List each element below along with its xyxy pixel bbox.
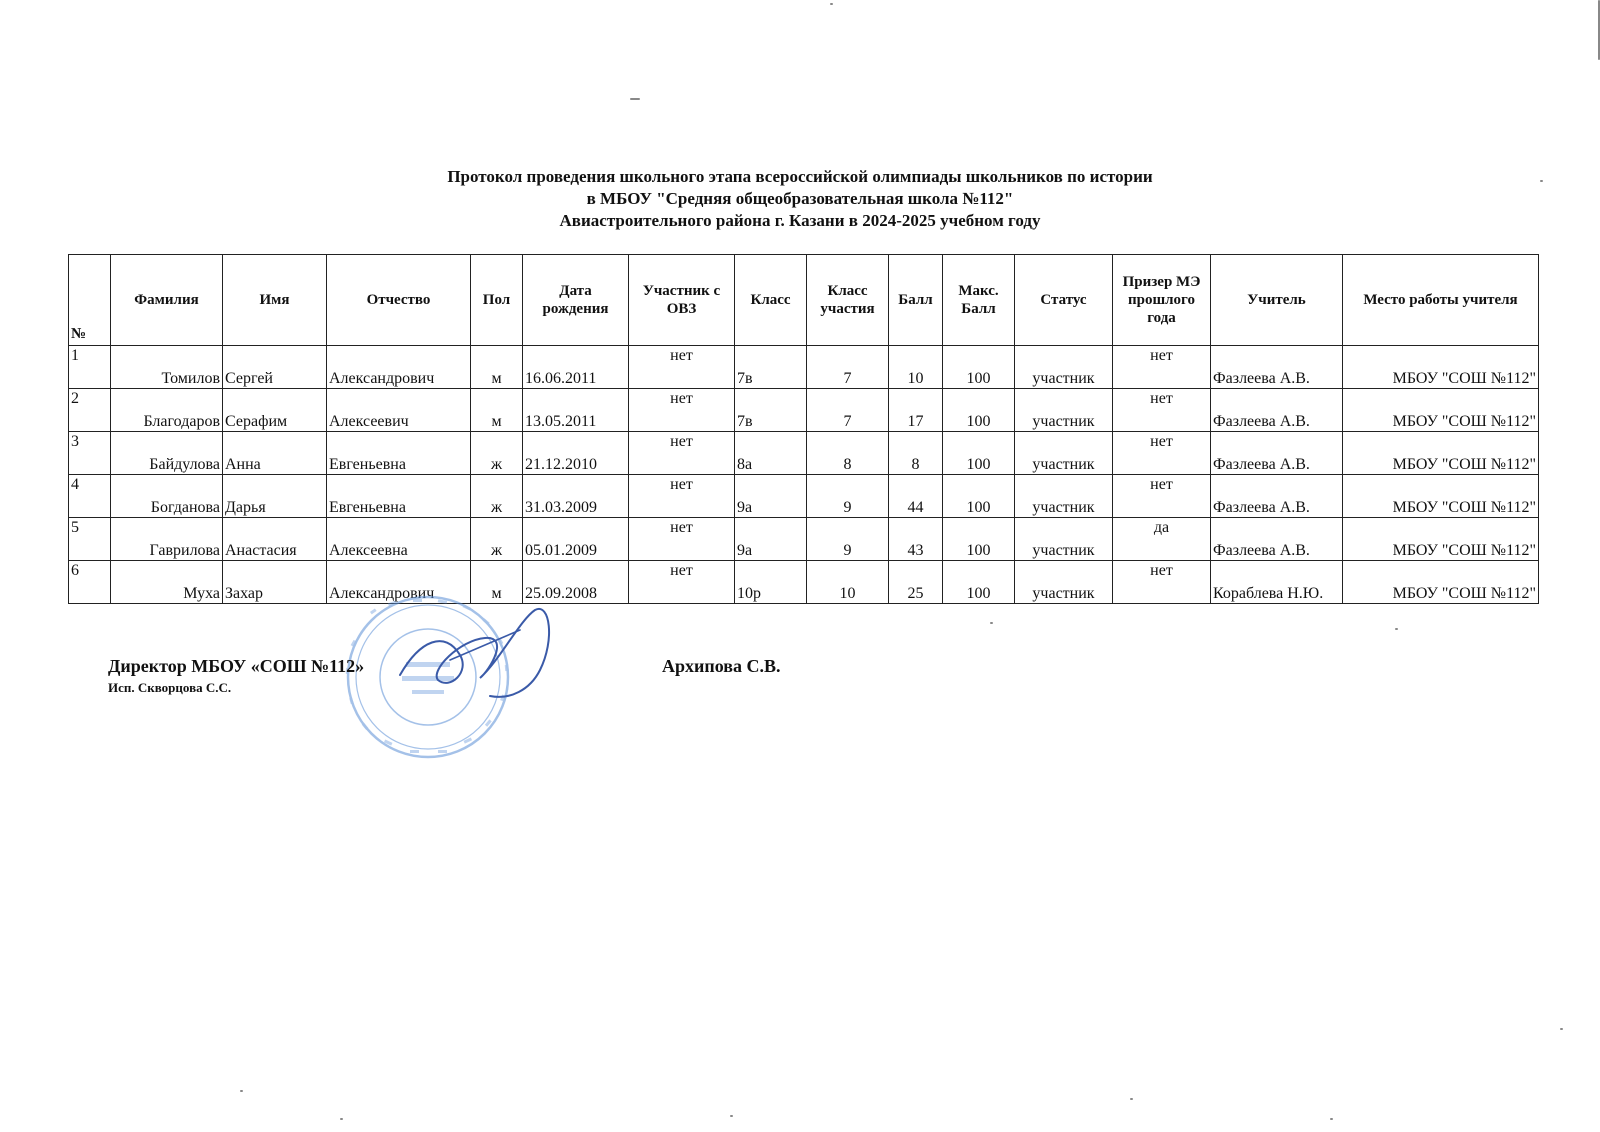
table-row (69, 432, 1539, 475)
cell-sex: ж (471, 432, 523, 475)
cell-prev-winner: нет (1113, 389, 1211, 432)
title-line-3: Авиастроительного района г. Казани в 2024-2025 учебном году (559, 211, 1041, 230)
cell-status: участник (1015, 346, 1113, 389)
cell-first-name: Сергей (223, 346, 327, 389)
cell-teacher-work: МБОУ "СОШ №112" (1343, 432, 1539, 475)
director-label: Директор МБОУ «СОШ №112» (108, 656, 365, 676)
cell-patronymic: Евгеньевна (327, 432, 471, 475)
cell-score: 8 (889, 432, 943, 475)
cell-grade-participation: 9 (807, 475, 889, 518)
cell-last-name: Гаврилова (111, 518, 223, 561)
cell-grade: 9а (735, 475, 807, 518)
cell-status: участник (1015, 561, 1113, 604)
scan-speck (1130, 1098, 1133, 1100)
participants-table (68, 254, 1539, 604)
cell-birth-date: 13.05.2011 (523, 389, 629, 432)
header-patronymic: Отчество (327, 255, 471, 346)
header-sex: Пол (471, 255, 523, 346)
cell-max-score: 100 (943, 389, 1015, 432)
cell-status: участник (1015, 475, 1113, 518)
scan-speck (990, 622, 993, 624)
cell-status: участник (1015, 432, 1113, 475)
cell-birth-date: 05.01.2009 (523, 518, 629, 561)
scan-speck (1540, 180, 1543, 182)
cell-sex: ж (471, 518, 523, 561)
cell-birth-date: 21.12.2010 (523, 432, 629, 475)
cell-patronymic: Алексеевна (327, 518, 471, 561)
cell-patronymic: Алексеевич (327, 389, 471, 432)
cell-last-name: Томилов (111, 346, 223, 389)
scan-speck (830, 3, 833, 5)
table-header-row (69, 255, 1539, 346)
scan-speck (1395, 628, 1398, 630)
cell-max-score: 100 (943, 518, 1015, 561)
cell-ovz: нет (629, 475, 735, 518)
header-teacher-work: Место работы учителя (1343, 255, 1539, 346)
cell-patronymic: Александрович (327, 346, 471, 389)
cell-ovz: нет (629, 518, 735, 561)
cell-prev-winner: нет (1113, 346, 1211, 389)
cell-sex: м (471, 389, 523, 432)
cell-teacher-work: МБОУ "СОШ №112" (1343, 389, 1539, 432)
header-max-score: Макс. Балл (943, 255, 1015, 346)
cell-last-name: Муха (111, 561, 223, 604)
cell-last-name: Благодаров (111, 389, 223, 432)
cell-teacher-work: МБОУ "СОШ №112" (1343, 346, 1539, 389)
cell-max-score: 100 (943, 346, 1015, 389)
cell-sex: ж (471, 475, 523, 518)
table-row (69, 389, 1539, 432)
cell-num: 2 (69, 389, 111, 432)
scan-speck (340, 1118, 343, 1120)
cell-first-name: Дарья (223, 475, 327, 518)
title-line-2: в МБОУ "Средняя общеобразовательная школа №112" (586, 189, 1014, 208)
cell-grade: 10р (735, 561, 807, 604)
cell-num: 4 (69, 475, 111, 518)
table-row (69, 561, 1539, 604)
cell-teacher: Фазлеева А.В. (1211, 346, 1343, 389)
cell-patronymic: Евгеньевна (327, 475, 471, 518)
header-status: Статус (1015, 255, 1113, 346)
cell-teacher-work: МБОУ "СОШ №112" (1343, 475, 1539, 518)
cell-first-name: Анна (223, 432, 327, 475)
cell-prev-winner: нет (1113, 475, 1211, 518)
cell-last-name: Байдулова (111, 432, 223, 475)
cell-status: участник (1015, 389, 1113, 432)
table-row (69, 475, 1539, 518)
cell-score: 25 (889, 561, 943, 604)
cell-grade-participation: 7 (807, 389, 889, 432)
cell-grade: 7в (735, 346, 807, 389)
cell-num: 1 (69, 346, 111, 389)
cell-max-score: 100 (943, 432, 1015, 475)
cell-num: 6 (69, 561, 111, 604)
cell-grade-participation: 8 (807, 432, 889, 475)
cell-score: 10 (889, 346, 943, 389)
table-row (69, 346, 1539, 389)
cell-teacher: Фазлеева А.В. (1211, 389, 1343, 432)
cell-ovz: нет (629, 432, 735, 475)
scan-speck (240, 1090, 243, 1092)
cell-grade-participation: 10 (807, 561, 889, 604)
cell-grade-participation: 7 (807, 346, 889, 389)
cell-grade-participation: 9 (807, 518, 889, 561)
header-num: № (69, 255, 111, 346)
header-last-name: Фамилия (111, 255, 223, 346)
cell-sex: м (471, 346, 523, 389)
cell-teacher-work: МБОУ "СОШ №112" (1343, 561, 1539, 604)
cell-num: 5 (69, 518, 111, 561)
document-title (0, 166, 1600, 232)
cell-grade: 8а (735, 432, 807, 475)
cell-score: 44 (889, 475, 943, 518)
executor-label: Исп. Скворцова С.С. (108, 680, 232, 695)
cell-max-score: 100 (943, 561, 1015, 604)
cell-last-name: Богданова (111, 475, 223, 518)
cell-prev-winner: нет (1113, 561, 1211, 604)
cell-sex: м (471, 561, 523, 604)
cell-birth-date: 25.09.2008 (523, 561, 629, 604)
cell-grade: 7в (735, 389, 807, 432)
cell-first-name: Захар (223, 561, 327, 604)
cell-prev-winner: нет (1113, 432, 1211, 475)
cell-ovz: нет (629, 561, 735, 604)
cell-grade: 9а (735, 518, 807, 561)
cell-score: 17 (889, 389, 943, 432)
header-grade-participation: Класс участия (807, 255, 889, 346)
header-ovz: Участник с ОВЗ (629, 255, 735, 346)
cell-teacher: Фазлеева А.В. (1211, 432, 1343, 475)
cell-teacher-work: МБОУ "СОШ №112" (1343, 518, 1539, 561)
cell-ovz: нет (629, 389, 735, 432)
cell-status: участник (1015, 518, 1113, 561)
cell-teacher: Кораблева Н.Ю. (1211, 561, 1343, 604)
cell-birth-date: 16.06.2011 (523, 346, 629, 389)
cell-patronymic: Александрович (327, 561, 471, 604)
cell-teacher: Фазлеева А.В. (1211, 475, 1343, 518)
header-birth-date: Дата рождения (523, 255, 629, 346)
cell-first-name: Анастасия (223, 518, 327, 561)
scan-speck (730, 1115, 733, 1117)
director-name: Архипова С.В. (662, 656, 781, 676)
header-first-name: Имя (223, 255, 327, 346)
scan-speck (1560, 1028, 1563, 1030)
header-score: Балл (889, 255, 943, 346)
cell-prev-winner: да (1113, 518, 1211, 561)
title-line-1: Протокол проведения школьного этапа всероссийской олимпиады школьников по истории (447, 167, 1153, 186)
cell-teacher: Фазлеева А.В. (1211, 518, 1343, 561)
cell-ovz: нет (629, 346, 735, 389)
cell-first-name: Серафим (223, 389, 327, 432)
cell-score: 43 (889, 518, 943, 561)
cell-max-score: 100 (943, 475, 1015, 518)
header-prev-winner: Призер МЭ прошлого года (1113, 255, 1211, 346)
header-grade: Класс (735, 255, 807, 346)
header-teacher: Учитель (1211, 255, 1343, 346)
director-signature (390, 600, 570, 710)
cell-birth-date: 31.03.2009 (523, 475, 629, 518)
scan-speck (1330, 1118, 1333, 1120)
scan-speck (630, 98, 640, 100)
cell-num: 3 (69, 432, 111, 475)
table-row (69, 518, 1539, 561)
